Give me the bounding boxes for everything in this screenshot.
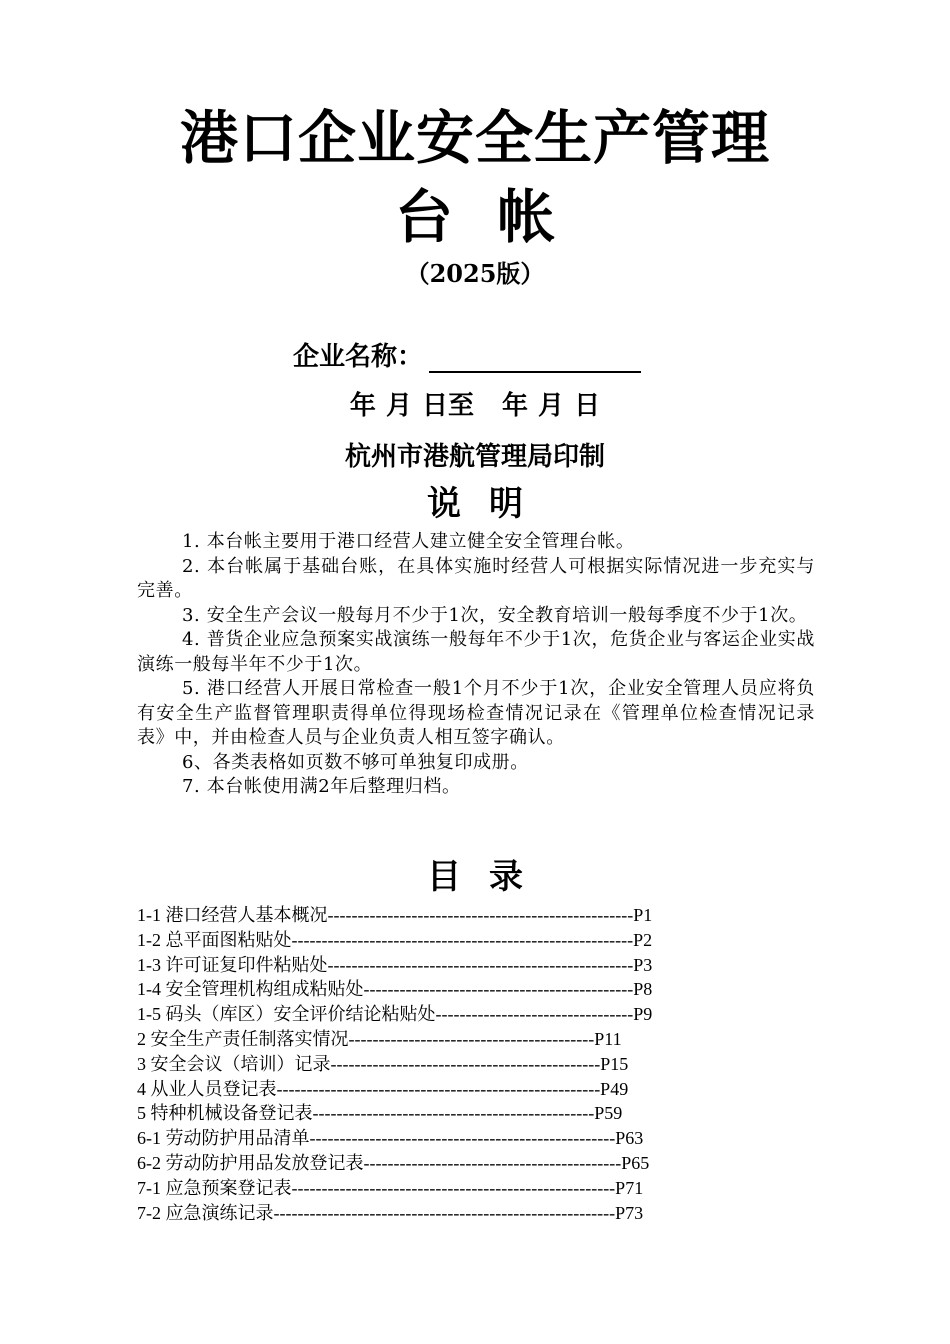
note-item: 7. 本台帐使用满2年后整理归档。	[182, 776, 461, 797]
date-part: 月	[538, 391, 565, 421]
printer-label: 杭州市港航管理局印制	[344, 442, 605, 472]
date-part: 日	[574, 391, 601, 421]
toc-row[interactable]: 1-5 码头（库区）安全评价结论粘贴处---------------------------------P9	[137, 1004, 653, 1025]
toc-row[interactable]: 1-4 安全管理机构组成粘贴处---------------------------------------------P8	[137, 979, 653, 1000]
note-item: 6、各类表格如页数不够可单独复印成册。	[182, 751, 529, 773]
edition-label: （2025版）	[405, 259, 545, 288]
toc-row[interactable]: 7-1 应急预案登记表------------------------------------------------------P71	[137, 1177, 644, 1198]
toc-row[interactable]: 1-3 许可证复印件粘贴处---------------------------------------------------P3	[137, 954, 653, 975]
toc-row[interactable]: 6-2 劳动防护用品发放登记表-------------------------------------------P65	[137, 1152, 650, 1173]
date-part: 日至	[421, 391, 474, 421]
toc-row[interactable]: 1-2 总平面图粘贴处---------------------------------------------------------P2	[137, 929, 653, 950]
company-name-label: 企业名称：	[293, 342, 424, 372]
toc-heading	[0, 855, 950, 899]
notes-heading	[0, 482, 950, 526]
date-part: 月	[385, 391, 412, 421]
toc-row[interactable]: 3 安全会议（培训）记录---------------------------------------------P15	[137, 1053, 629, 1074]
notes-heading-char: 明	[489, 484, 523, 524]
subtitle-char-1: 台	[394, 183, 453, 251]
toc-row[interactable]: 5 特种机械设备登记表-----------------------------------------------P59	[137, 1103, 623, 1124]
toc-row[interactable]: 1-1 港口经营人基本概况---------------------------------------------------P1	[137, 905, 653, 925]
toc-heading-char: 目	[427, 857, 461, 897]
toc-row[interactable]: 6-1 劳动防护用品清单---------------------------------------------------P63	[137, 1128, 644, 1149]
toc-row[interactable]: 2 安全生产责任制落实情况-----------------------------------------P11	[137, 1028, 622, 1049]
date-range	[0, 386, 950, 426]
toc-row[interactable]: 4 从业人员登记表------------------------------------------------------P49	[137, 1078, 629, 1099]
toc-row[interactable]: 7-2 应急演练记录---------------------------------------------------------P73	[137, 1202, 644, 1223]
date-part: 年	[502, 391, 529, 421]
note-item: 2. 本台帐属于基础台账，在具体实施时经营人可根据实际情况进一步充实与完善。	[137, 555, 815, 601]
note-item: 4. 普货企业应急预案实战演练一般每年不少于1次，危货企业与客运企业实战演练一般每半年不少于1次。	[137, 629, 815, 675]
company-name-field	[293, 337, 641, 377]
date-part: 年	[349, 391, 376, 421]
subtitle-char-2: 帐	[497, 183, 556, 251]
document-subtitle	[0, 182, 950, 252]
toc-heading-char: 录	[489, 857, 523, 897]
note-item: 1. 本台帐主要用于港口经营人建立健全安全管理台帐。	[182, 531, 635, 552]
notes-heading-char: 说	[427, 484, 461, 524]
note-item: 5. 港口经营人开展日常检查一般1个月不少于1次，企业安全管理人员应将负有安全生产监督管理职责得单位得现场检查情况记录在《管理单位检查情况记录表》中，并由检查人员与企业负责人相互签字确认。	[137, 678, 815, 748]
document-title: 港口企业安全生产管理	[179, 104, 770, 172]
table-of-contents	[137, 903, 797, 1225]
note-item: 3. 安全生产会议一般每月不少于1次，安全教育培训一般每季度不少于1次。	[182, 604, 808, 626]
company-name-blank	[429, 343, 641, 373]
notes-list	[137, 530, 815, 800]
